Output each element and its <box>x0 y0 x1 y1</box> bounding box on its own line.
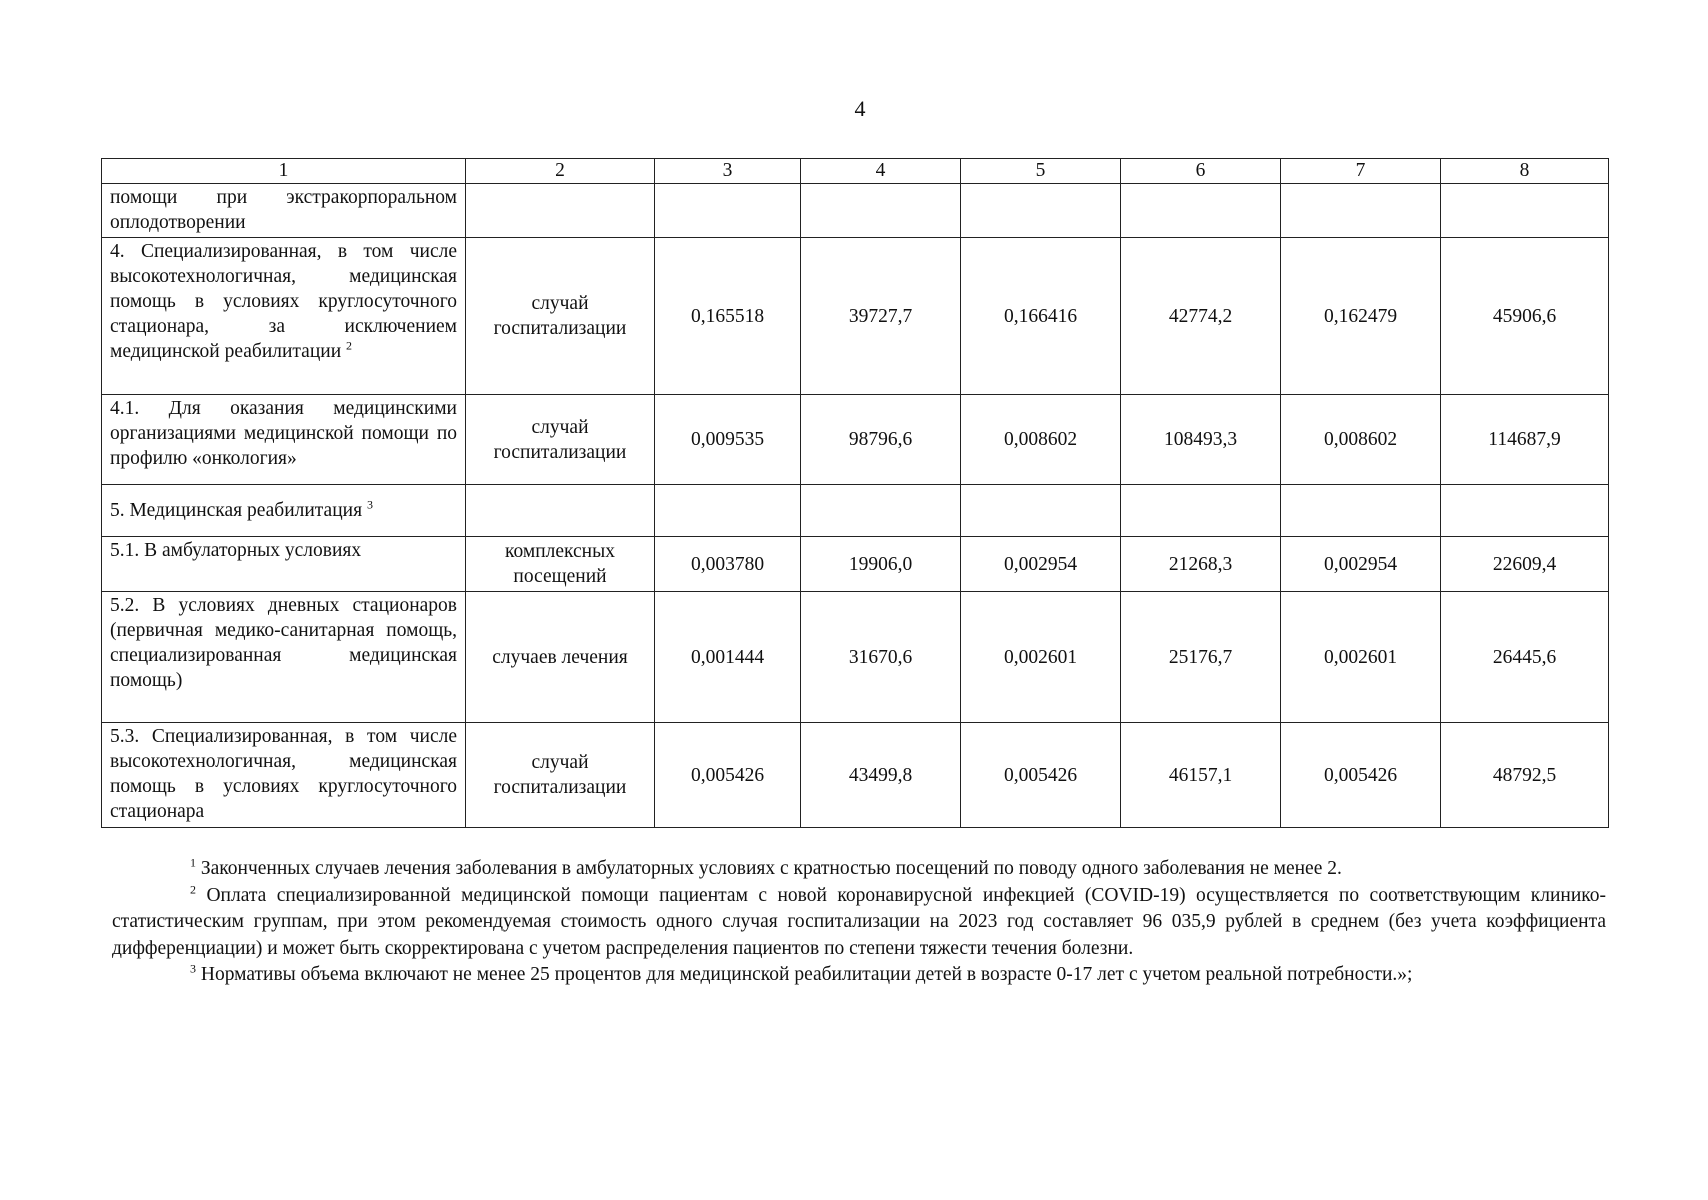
unit-cell: комплексных посещений <box>466 537 655 592</box>
column-number: 5 <box>961 159 1121 184</box>
value-cell <box>961 184 1121 238</box>
table-row <box>102 184 1609 238</box>
value-cell: 48792,5 <box>1441 723 1609 828</box>
value-cell: 0,002954 <box>961 537 1121 592</box>
row-label-text: 5.1. В амбулаторных условиях <box>110 540 362 561</box>
value-cell: 45906,6 <box>1441 238 1609 395</box>
footnote-mark: 1 <box>190 855 196 870</box>
footnote <box>112 883 1606 963</box>
value-cell: 46157,1 <box>1121 723 1281 828</box>
row-label <box>102 485 466 537</box>
value-cell: 0,002601 <box>1281 592 1441 723</box>
value-cell: 0,002601 <box>961 592 1121 723</box>
unit-cell: случай госпитализации <box>466 395 655 485</box>
value-cell: 43499,8 <box>801 723 961 828</box>
value-cell: 0,005426 <box>655 723 801 828</box>
value-cell: 108493,3 <box>1121 395 1281 485</box>
unit-cell <box>466 184 655 238</box>
value-cell: 21268,3 <box>1121 537 1281 592</box>
table-row <box>102 537 1609 592</box>
value-cell: 114687,9 <box>1441 395 1609 485</box>
value-cell: 0,001444 <box>655 592 801 723</box>
row-label <box>102 238 466 395</box>
value-cell: 0,008602 <box>1281 395 1441 485</box>
footnote-ref: 3 <box>366 497 373 512</box>
column-number-row <box>102 159 1609 184</box>
footnote <box>112 962 1606 989</box>
footnote-mark: 2 <box>190 882 196 896</box>
column-number: 3 <box>655 159 801 184</box>
value-cell <box>1281 485 1441 537</box>
value-cell: 98796,6 <box>801 395 961 485</box>
row-label <box>102 723 466 828</box>
value-cell: 25176,7 <box>1121 592 1281 723</box>
value-cell: 0,008602 <box>961 395 1121 485</box>
value-cell: 39727,7 <box>801 238 961 395</box>
unit-cell: случаев лечения <box>466 592 655 723</box>
footnote <box>112 856 1606 883</box>
value-cell: 0,166416 <box>961 238 1121 395</box>
value-cell: 0,005426 <box>1281 723 1441 828</box>
table-row <box>102 723 1609 828</box>
unit-cell <box>466 485 655 537</box>
value-cell <box>961 485 1121 537</box>
value-cell <box>655 184 801 238</box>
value-cell <box>1441 485 1609 537</box>
value-cell: 19906,0 <box>801 537 961 592</box>
row-label-text: 4.1. Для оказания медицинскими организациями медицинской помощи по профилю «онкология» <box>110 398 457 469</box>
row-label-text: 5. Медицинская реабилитация <box>110 500 363 521</box>
footnotes <box>112 856 1606 989</box>
unit-cell: случай госпитализации <box>466 238 655 395</box>
value-cell <box>1441 184 1609 238</box>
footnote-text: Законченных случаев лечения заболевания в амбулаторных условиях с кратностью посещений по поводу одного заболевания не менее 2. <box>200 858 1342 879</box>
value-cell: 0,003780 <box>655 537 801 592</box>
row-label <box>102 592 466 723</box>
value-cell: 0,009535 <box>655 395 801 485</box>
row-label-text: 4. Специализированная, в том числе высокотехнологичная, медицинская помощь в условиях круглосуточного стационара, за исключением медицинской реабилитации <box>110 241 457 362</box>
column-number: 6 <box>1121 159 1281 184</box>
value-cell: 26445,6 <box>1441 592 1609 723</box>
row-label-text: помощи при экстракорпоральном оплодотворении <box>110 187 457 233</box>
value-cell <box>801 184 961 238</box>
footnote-text: Оплата специализированной медицинской помощи пациентам с новой коронавирусной инфекцией (COVID-19) осуществляется по соответствующим клинико-статистическим группам, при этом рекомендуемая стоимость одного случая госпитализации на 2023 год составляет 96 035,9 рублей в среднем (без учета коэффициента дифференциации) и может быть скорректирована с учетом распределения пациентов по степени тяжести течения болезни. <box>112 884 1607 959</box>
value-cell <box>655 485 801 537</box>
column-number: 4 <box>801 159 961 184</box>
row-label <box>102 395 466 485</box>
unit-cell: случай госпитализации <box>466 723 655 828</box>
page-number: 4 <box>854 96 866 121</box>
row-label-text: 5.2. В условиях дневных стационаров (первичная медико-санитарная помощь, специализированная медицинская помощь) <box>110 595 457 691</box>
value-cell <box>1281 184 1441 238</box>
row-label <box>102 537 466 592</box>
value-cell: 0,002954 <box>1281 537 1441 592</box>
table-row <box>102 592 1609 723</box>
column-number: 1 <box>102 159 466 184</box>
value-cell: 31670,6 <box>801 592 961 723</box>
table-row <box>102 485 1609 537</box>
value-cell <box>1121 485 1281 537</box>
table-row <box>102 395 1609 485</box>
value-cell <box>1121 184 1281 238</box>
value-cell: 42774,2 <box>1121 238 1281 395</box>
column-number: 7 <box>1281 159 1441 184</box>
row-label <box>102 184 466 238</box>
table-row <box>102 238 1609 395</box>
value-cell: 22609,4 <box>1441 537 1609 592</box>
value-cell: 0,162479 <box>1281 238 1441 395</box>
footnote-ref: 2 <box>346 338 353 353</box>
column-number: 8 <box>1441 159 1609 184</box>
footnote-mark: 3 <box>190 961 196 976</box>
volume-norms-table <box>101 158 1609 828</box>
row-label-text: 5.3. Специализированная, в том числе высокотехнологичная, медицинская помощь в условиях круглосуточного стационара <box>110 726 457 822</box>
value-cell: 0,005426 <box>961 723 1121 828</box>
footnote-text: Нормативы объема включают не менее 25 процентов для медицинской реабилитации детей в возрасте 0-17 лет с учетом реальной потребности.»; <box>200 964 1413 985</box>
value-cell <box>801 485 961 537</box>
value-cell: 0,165518 <box>655 238 801 395</box>
column-number: 2 <box>466 159 655 184</box>
